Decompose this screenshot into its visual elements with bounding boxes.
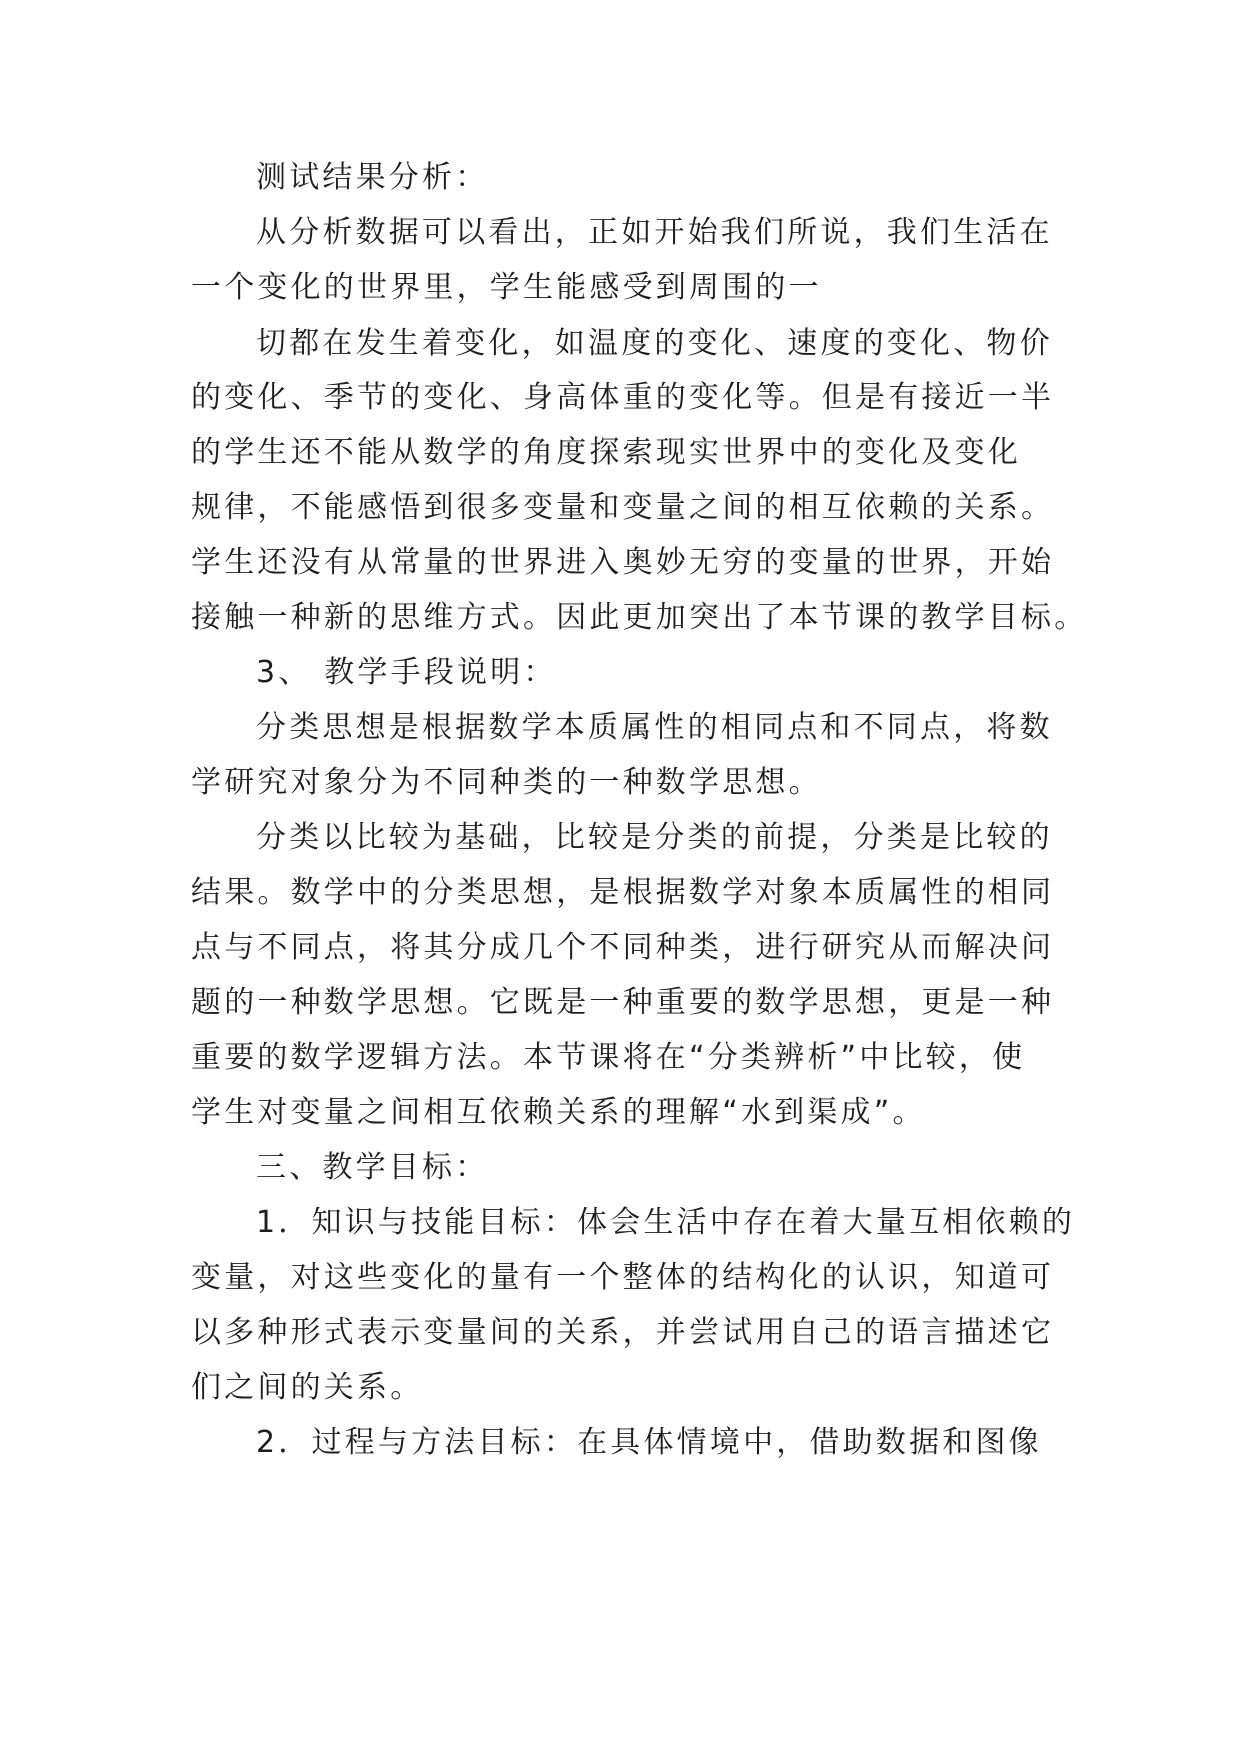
- paragraph-line: 结果。数学中的分类思想，是根据数学对象本质属性的相同: [191, 875, 1055, 910]
- paragraph-line: 切都在发生着变化，如温度的变化、速度的变化、物价: [256, 326, 1053, 361]
- paragraph-line: 2．过程与方法目标：在具体情境中，借助数据和图像: [256, 1425, 1042, 1460]
- paragraph-line: 们之间的关系。: [191, 1370, 424, 1405]
- paragraph-line: 变量，对这些变化的量有一个整体的结构化的认识，知道可: [191, 1260, 1055, 1295]
- paragraph-line: 学生还没有从常量的世界进入奥妙无穷的变量的世界，开始: [191, 545, 1055, 580]
- paragraph-line: 分类思想是根据数学本质属性的相同点和不同点，将数: [256, 710, 1053, 745]
- section-heading: 3、 教学手段说明：: [256, 655, 557, 690]
- paragraph-line: 重要的数学逻辑方法。本节课将在“分类辨析”中比较，使: [191, 1040, 1026, 1075]
- paragraph-line: 学研究对象分为不同种类的一种数学思想。: [191, 765, 822, 800]
- paragraph-line: 接触一种新的思维方式。因此更加突出了本节课的教学目标。: [191, 600, 1088, 635]
- section-heading: 测试结果分析：: [256, 160, 489, 195]
- paragraph-line: 从分析数据可以看出，正如开始我们所说，我们生活在: [256, 215, 1053, 250]
- paragraph-line: 以多种形式表示变量间的关系，并尝试用自己的语言描述它: [191, 1315, 1055, 1350]
- paragraph-line: 一个变化的世界里，学生能感受到周围的一: [191, 270, 822, 305]
- paragraph-line: 点与不同点，将其分成几个不同种类，进行研究从而解决问: [191, 930, 1055, 965]
- paragraph-line: 的学生还不能从数学的角度探索现实世界中的变化及变化: [191, 435, 1021, 470]
- paragraph-line: 学生对变量之间相互依赖关系的理解“水到渠成”。: [191, 1095, 926, 1130]
- paragraph-line: 的变化、季节的变化、身高体重的变化等。但是有接近一半: [191, 380, 1055, 415]
- paragraph-line: 分类以比较为基础，比较是分类的前提，分类是比较的: [256, 820, 1053, 855]
- paragraph-line: 规律，不能感悟到很多变量和变量之间的相互依赖的关系。: [191, 490, 1055, 525]
- paragraph-line: 1．知识与技能目标：体会生活中存在着大量互相依赖的: [256, 1205, 1076, 1240]
- section-heading: 三、教学目标：: [256, 1150, 489, 1185]
- paragraph-line: 题的一种数学思想。它既是一种重要的数学思想，更是一种: [191, 985, 1055, 1020]
